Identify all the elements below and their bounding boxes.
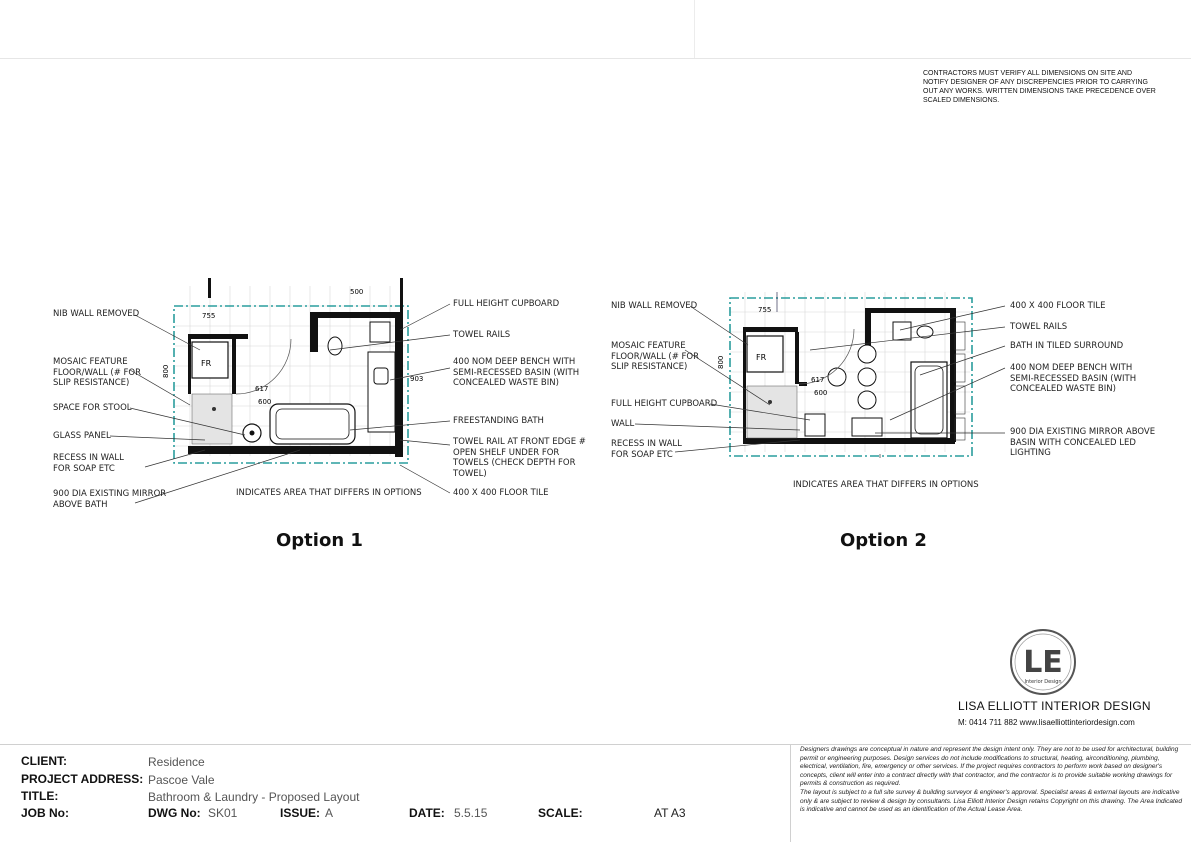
firm-contact: M: 0414 711 882 www.lisaelliottinteriordesign.com (958, 718, 1135, 727)
title-block-top-rule (0, 744, 1191, 745)
option2-leader-lines (600, 290, 1190, 500)
title-value: Bathroom & Laundry - Proposed Layout (148, 790, 360, 804)
option2-dim-755: 755 (758, 306, 772, 314)
option2-label-recess: RECESS IN WALL FOR SOAP ETC (611, 439, 682, 460)
disclaimer (800, 746, 1184, 815)
option2-label-indicates: INDICATES AREA THAT DIFFERS IN OPTIONS (793, 480, 979, 490)
title-block-divider (790, 744, 791, 842)
option1-label-floor-tile: 400 X 400 FLOOR TILE (453, 488, 549, 498)
option1-dim-600: 600 (258, 398, 272, 406)
firm-name: LISA ELLIOTT INTERIOR DESIGN (958, 699, 1151, 713)
option1-label-indicates: INDICATES AREA THAT DIFFERS IN OPTIONS (236, 488, 422, 498)
option2-label-bath-tiled: BATH IN TILED SURROUND (1010, 341, 1124, 351)
option1-label-bath: FREESTANDING BATH (453, 416, 544, 426)
option2-label-nib-wall: NIB WALL REMOVED (611, 301, 698, 311)
scale-value: AT A3 (654, 806, 686, 820)
contractor-notice: CONTRACTORS MUST VERIFY ALL DIMENSIONS ON SITE AND NOTIFY DESIGNER OF ANY DISCREPENCIES PRIOR TO CARRYING OUT ANY WORKS. WRITTEN DIMENSIONS TAKE PRECEDENCE OVER SCALED DIMENSIONS. (923, 70, 1156, 104)
option1-dim-903: 903 (410, 375, 424, 383)
date-label: DATE: (409, 806, 445, 820)
dwg-value: SK01 (208, 806, 238, 820)
option1-label-glass: GLASS PANEL (53, 431, 111, 441)
option2-label-mirror: 900 DIA EXISTING MIRROR ABOVE BASIN WITH CONCEALED LED LIGHTING (1010, 427, 1156, 458)
option2-label-bench: 400 NOM DEEP BENCH WITH SEMI-RECESSED BASIN (WITH CONCEALED WASTE BIN) (1010, 363, 1137, 394)
job-label: JOB No: (21, 806, 69, 820)
option1-label-mirror: 900 DIA EXISTING MIRROR ABOVE BATH (53, 489, 167, 510)
title-label: TITLE: (21, 789, 59, 803)
issue-label: ISSUE: (280, 806, 321, 820)
disclaimer-paragraph: Designers drawings are conceptual in nature and represent the design intent only. They are not to be used for architectural, building permit or engineering purposes. Design services do not include modifications to structural, heating, airconditioning, plumbing, electrical, ventilation, fire, emergency or other services. If the project requires contractors to perform work based on designer's concepts, client will enter into a contract directly with that contractor, and the contractor is to provide suitable working drawings for permits & construction as required. (800, 746, 1179, 788)
option2-fridge-label: FR (756, 353, 767, 362)
client-value: Residence (148, 755, 205, 769)
option1-label-cupboard: FULL HEIGHT CUPBOARD (453, 299, 560, 309)
client-label: CLIENT: (21, 754, 67, 768)
header-panel (694, 0, 1185, 58)
option1-dim-617: 617 (255, 385, 269, 393)
option2-title: Option 2 (840, 530, 927, 551)
logo-subtitle: Interior Design (1024, 679, 1062, 685)
option1-dim-800: 800 (162, 364, 170, 378)
option2-label-wall: WALL (611, 419, 635, 429)
option1-fridge-label: FR (201, 359, 212, 368)
option2-dim-617: 617 (811, 376, 825, 384)
header-divider (0, 58, 1191, 59)
option1-label-stool: SPACE FOR STOOL (53, 403, 132, 413)
option2-label-cupboard: FULL HEIGHT CUPBOARD (611, 399, 718, 409)
option1-label-recess: RECESS IN WALL FOR SOAP ETC (53, 453, 124, 474)
option2-label-towel-rails: TOWEL RAILS (1010, 322, 1068, 332)
option1-label-bench: 400 NOM DEEP BENCH WITH SEMI-RECESSED BASIN (WITH CONCEALED WASTE BIN) (453, 357, 580, 388)
dwg-label: DWG No: (148, 806, 201, 820)
scale-label: SCALE: (538, 806, 583, 820)
address-label: PROJECT ADDRESS: (21, 772, 144, 786)
option2-dim-800: 800 (717, 355, 725, 369)
option2-label-mosaic: MOSAIC FEATURE FLOOR/WALL (# FOR SLIP RESISTANCE) (611, 341, 700, 372)
disclaimer-paragraph: The layout is subject to a full site survey & building surveyor & engineer's approval. Specialist areas & external layouts are indicative only & are subject to review & design by consultants. Lisa Elliott Interior Design retains Copyright on this drawing. The Area Indicated is indicative and cannot be used as an identification of the Actual Lease Area. (800, 788, 1183, 814)
option1-label-mosaic: MOSAIC FEATURE FLOOR/WALL (# FOR SLIP RESISTANCE) (53, 357, 142, 388)
option1-label-nib-wall: NIB WALL REMOVED (53, 309, 140, 319)
option2-label-floor-tile: 400 X 400 FLOOR TILE (1010, 301, 1106, 311)
company-logo (1009, 628, 1077, 696)
option1-label-towel-rails: TOWEL RAILS (453, 330, 511, 340)
issue-value: A (325, 806, 334, 820)
logo-monogram: LE (1023, 645, 1063, 680)
option1-dim-755: 755 (202, 312, 216, 320)
option1-title: Option 1 (276, 530, 363, 551)
option1-label-towel-rail-front: TOWEL RAIL AT FRONT EDGE # OPEN SHELF UNDER FOR TOWELS (CHECK DEPTH FOR TOWEL) (453, 437, 586, 479)
option2-dim-600: 600 (814, 389, 828, 397)
option1-dim-500: 500 (350, 288, 364, 296)
address-value: Pascoe Vale (148, 773, 215, 787)
date-value: 5.5.15 (454, 806, 488, 820)
